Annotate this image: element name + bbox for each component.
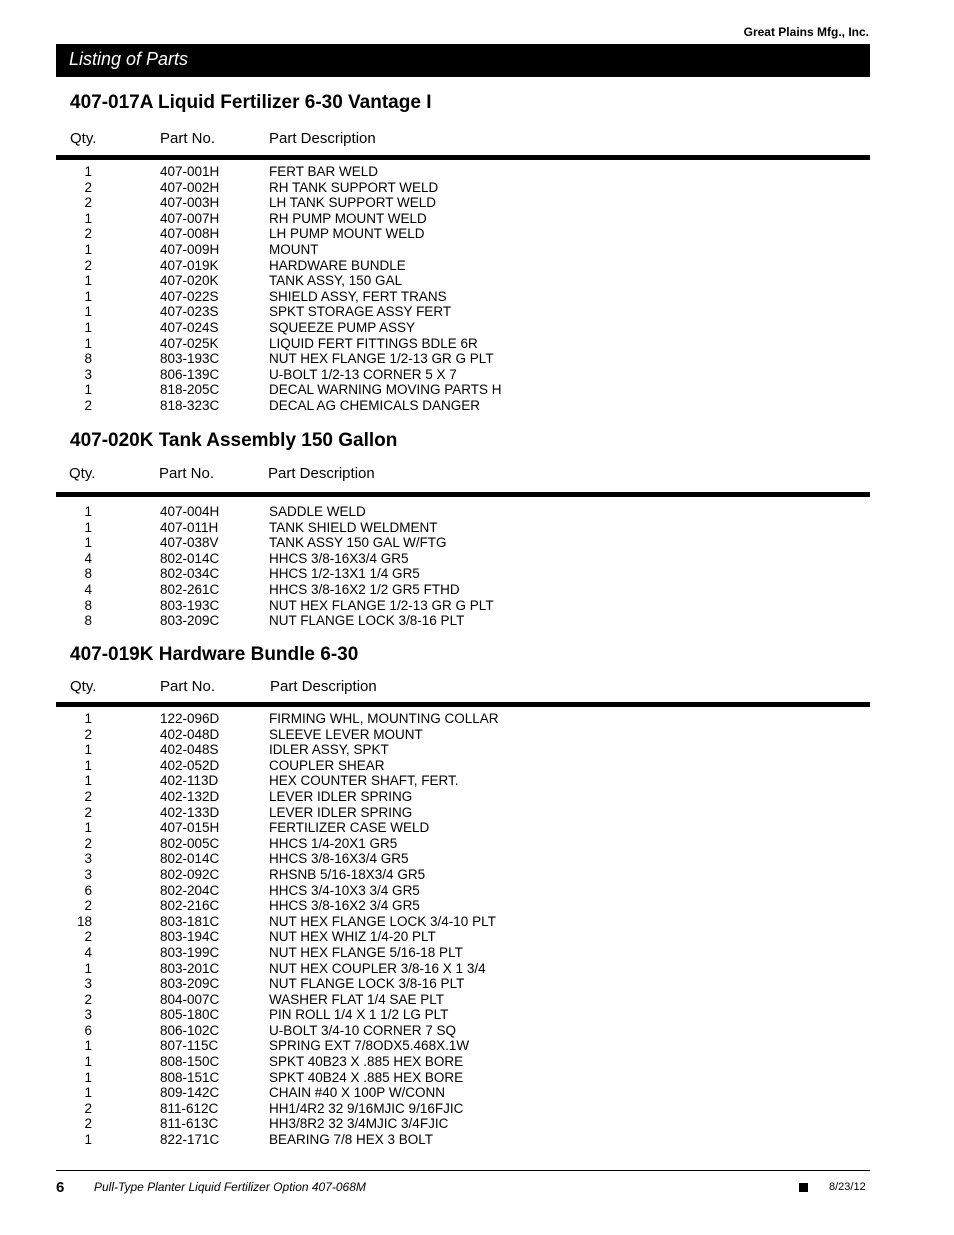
parts-list	[0, 164, 954, 414]
part-number-cell: 803-194C	[160, 929, 220, 945]
part-number-cell: 407-001H	[160, 164, 220, 179]
qty-cell: 1	[84, 504, 92, 519]
column-header-description: Part Description	[270, 678, 377, 695]
description-cell: LEVER IDLER SPRING	[269, 788, 413, 804]
table-row	[0, 945, 954, 961]
column-header-qty: Qty.	[70, 130, 97, 147]
part-number-cell: 407-022S	[160, 288, 219, 304]
table-row	[0, 504, 954, 520]
description-cell: FERT BAR WELD	[269, 164, 379, 179]
part-number-cell: 805-180C	[160, 1007, 220, 1023]
part-number-cell: 402-048S	[160, 742, 219, 758]
table-row	[0, 566, 954, 582]
qty-cell: 8	[84, 351, 92, 367]
qty-cell: 1	[84, 382, 92, 398]
qty-cell: 3	[84, 366, 92, 382]
qty-cell: 3	[84, 866, 92, 882]
description-cell: DECAL AG CHEMICALS DANGER	[269, 397, 481, 413]
qty-cell: 1	[84, 711, 92, 726]
part-number-cell: 808-151C	[160, 1069, 220, 1085]
part-number-cell: 809-142C	[160, 1085, 220, 1101]
description-cell: SPKT 40B24 X .885 HEX BORE	[269, 1069, 464, 1085]
table-row	[0, 382, 954, 398]
footer-rule	[56, 1170, 870, 1171]
description-cell: LH TANK SUPPORT WELD	[269, 195, 437, 211]
qty-cell: 1	[84, 1054, 92, 1070]
table-row	[0, 773, 954, 789]
qty-cell: 1	[84, 757, 92, 773]
table-row	[0, 273, 954, 289]
part-number-cell: 407-003H	[160, 195, 220, 211]
part-number-cell: 806-139C	[160, 366, 220, 382]
description-cell: SPRING EXT 7/8ODX5.468X.1W	[269, 1038, 470, 1054]
part-number-cell: 803-193C	[160, 597, 220, 613]
description-cell: SPKT STORAGE ASSY FERT	[269, 304, 452, 320]
description-cell: RH TANK SUPPORT WELD	[269, 179, 439, 195]
part-number-cell: 802-034C	[160, 566, 220, 582]
qty-cell: 2	[84, 257, 92, 273]
part-number-cell: 407-024S	[160, 319, 219, 335]
table-row	[0, 258, 954, 274]
table-row	[0, 1116, 954, 1132]
parts-list	[0, 711, 954, 1148]
description-cell: NUT FLANGE LOCK 3/8-16 PLT	[269, 976, 465, 992]
table-row	[0, 742, 954, 758]
table-row	[0, 211, 954, 227]
description-cell: NUT HEX FLANGE 5/16-18 PLT	[269, 944, 463, 960]
section-title: 407-017A Liquid Fertilizer 6-30 Vantage I	[70, 92, 432, 113]
qty-cell: 1	[84, 773, 92, 789]
description-cell: HHCS 3/4-10X3 3/4 GR5	[269, 882, 420, 898]
qty-cell: 2	[84, 397, 92, 413]
part-number-cell: 407-007H	[160, 210, 220, 226]
description-cell: HH1/4R2 32 9/16MJIC 9/16FJIC	[269, 1100, 464, 1116]
description-cell: LH PUMP MOUNT WELD	[269, 226, 425, 242]
description-cell: SPKT 40B23 X .885 HEX BORE	[269, 1054, 464, 1070]
description-cell: WASHER FLAT 1/4 SAE PLT	[269, 991, 445, 1007]
parts-list	[0, 504, 954, 629]
part-number-cell: 407-011H	[160, 519, 219, 535]
qty-cell: 6	[84, 882, 92, 898]
description-cell: COUPLER SHEAR	[269, 757, 385, 773]
table-row	[0, 992, 954, 1008]
table-row	[0, 1101, 954, 1117]
part-number-cell: 407-009H	[160, 241, 220, 257]
table-row	[0, 613, 954, 629]
part-number-cell: 407-002H	[160, 179, 220, 195]
qty-cell: 4	[84, 581, 92, 597]
description-cell: NUT HEX FLANGE 1/2-13 GR G PLT	[269, 351, 494, 367]
qty-cell: 1	[84, 304, 92, 320]
column-header-part-no: Part No.	[160, 130, 216, 147]
part-number-cell: 402-132D	[160, 788, 220, 804]
description-cell: HHCS 1/4-20X1 GR5	[269, 835, 398, 851]
qty-cell: 18	[76, 913, 92, 929]
qty-cell: 4	[84, 944, 92, 960]
description-cell: HARDWARE BUNDLE	[269, 257, 406, 273]
table-row	[0, 1038, 954, 1054]
company-name: Great Plains Mfg., Inc.	[743, 25, 869, 39]
revision-date: 8/23/12	[829, 1181, 866, 1193]
qty-cell: 1	[84, 1085, 92, 1101]
qty-cell: 8	[84, 597, 92, 613]
description-cell: NUT FLANGE LOCK 3/8-16 PLT	[269, 613, 465, 629]
part-number-cell: 407-023S	[160, 304, 219, 320]
qty-cell: 1	[84, 1132, 92, 1148]
part-number-cell: 808-150C	[160, 1054, 220, 1070]
description-cell: NUT HEX FLANGE LOCK 3/4-10 PLT	[269, 913, 496, 929]
qty-cell: 1	[84, 241, 92, 257]
qty-cell: 2	[84, 929, 92, 945]
description-cell: FERTILIZER CASE WELD	[269, 820, 430, 836]
description-cell: HHCS 3/8-16X3/4 GR5	[269, 851, 409, 867]
qty-cell: 1	[84, 273, 92, 289]
description-cell: RH PUMP MOUNT WELD	[269, 210, 427, 226]
part-number-cell: 402-048D	[160, 726, 220, 742]
description-cell: NUT HEX WHIZ 1/4-20 PLT	[269, 929, 436, 945]
qty-cell: 2	[84, 788, 92, 804]
table-row	[0, 1023, 954, 1039]
part-number-cell: 811-612C	[160, 1100, 219, 1116]
description-cell: CHAIN #40 X 100P W/CONN	[269, 1085, 446, 1101]
table-row	[0, 164, 954, 180]
part-number-cell: 802-216C	[160, 898, 220, 914]
table-row	[0, 336, 954, 352]
qty-cell: 1	[84, 1038, 92, 1054]
part-number-cell: 402-052D	[160, 757, 220, 773]
description-cell: BEARING 7/8 HEX 3 BOLT	[269, 1132, 434, 1148]
section-title: 407-020K Tank Assembly 150 Gallon	[70, 430, 398, 451]
part-number-cell: 804-007C	[160, 991, 220, 1007]
part-number-cell: 806-102C	[160, 1022, 220, 1038]
qty-cell: 2	[84, 804, 92, 820]
part-number-cell: 407-015H	[160, 820, 220, 836]
header-rule	[56, 155, 870, 160]
part-number-cell: 407-038V	[160, 535, 219, 551]
qty-cell: 2	[84, 1100, 92, 1116]
table-row	[0, 758, 954, 774]
column-header-description: Part Description	[268, 465, 375, 482]
description-cell: PIN ROLL 1/4 X 1 1/2 LG PLT	[269, 1007, 449, 1023]
table-row	[0, 1085, 954, 1101]
header-rule	[56, 702, 870, 707]
table-row	[0, 289, 954, 305]
qty-cell: 1	[84, 288, 92, 304]
part-number-cell: 818-205C	[160, 382, 220, 398]
table-row	[0, 180, 954, 196]
table-row	[0, 883, 954, 899]
description-cell: HHCS 3/8-16X2 1/2 GR5 FTHD	[269, 581, 460, 597]
description-cell: HEX COUNTER SHAFT, FERT.	[269, 773, 459, 789]
part-number-cell: 803-199C	[160, 944, 220, 960]
table-row	[0, 1007, 954, 1023]
part-number-cell: 802-204C	[160, 882, 220, 898]
table-row	[0, 976, 954, 992]
description-cell: NUT HEX FLANGE 1/2-13 GR G PLT	[269, 597, 494, 613]
part-number-cell: 407-020K	[160, 273, 219, 289]
table-row	[0, 367, 954, 383]
description-cell: DECAL WARNING MOVING PARTS H	[269, 382, 502, 398]
description-cell: U-BOLT 3/4-10 CORNER 7 SQ	[269, 1022, 457, 1038]
part-number-cell: 402-113D	[160, 773, 219, 789]
table-row	[0, 867, 954, 883]
qty-cell: 1	[84, 210, 92, 226]
table-row	[0, 929, 954, 945]
table-row	[0, 535, 954, 551]
part-number-cell: 407-008H	[160, 226, 220, 242]
part-number-cell: 122-096D	[160, 711, 220, 726]
description-cell: HHCS 3/8-16X3/4 GR5	[269, 550, 409, 566]
table-row	[0, 961, 954, 977]
qty-cell: 3	[84, 1007, 92, 1023]
qty-cell: 2	[84, 1116, 92, 1132]
table-row	[0, 851, 954, 867]
part-number-cell: 402-133D	[160, 804, 220, 820]
table-row	[0, 598, 954, 614]
qty-cell: 2	[84, 726, 92, 742]
qty-cell: 3	[84, 851, 92, 867]
table-row	[0, 1132, 954, 1148]
description-cell: HHCS 1/2-13X1 1/4 GR5	[269, 566, 420, 582]
qty-cell: 2	[84, 226, 92, 242]
table-row	[0, 398, 954, 414]
qty-cell: 1	[84, 820, 92, 836]
part-number-cell: 407-025K	[160, 335, 219, 351]
qty-cell: 1	[84, 319, 92, 335]
table-row	[0, 914, 954, 930]
part-number-cell: 822-171C	[160, 1132, 220, 1148]
table-row	[0, 711, 954, 727]
description-cell: RHSNB 5/16-18X3/4 GR5	[269, 866, 426, 882]
description-cell: NUT HEX COUPLER 3/8-16 X 1 3/4	[269, 960, 486, 976]
table-row	[0, 789, 954, 805]
qty-cell: 8	[84, 566, 92, 582]
part-number-cell: 407-019K	[160, 257, 219, 273]
part-number-cell: 803-209C	[160, 613, 220, 629]
description-cell: LEVER IDLER SPRING	[269, 804, 413, 820]
square-bullet-icon	[799, 1183, 808, 1192]
description-cell: MOUNT	[269, 241, 319, 257]
table-row	[0, 551, 954, 567]
table-row	[0, 727, 954, 743]
qty-cell: 1	[84, 535, 92, 551]
description-cell: TANK ASSY, 150 GAL	[269, 273, 403, 289]
table-row	[0, 195, 954, 211]
part-number-cell: 807-115C	[160, 1038, 219, 1054]
document-title: Pull-Type Planter Liquid Fertilizer Option 407-068M	[94, 1180, 366, 1194]
column-header-qty: Qty.	[69, 465, 96, 482]
column-header-description: Part Description	[269, 130, 376, 147]
qty-cell: 1	[84, 1069, 92, 1085]
column-header-part-no: Part No.	[159, 465, 215, 482]
table-row	[0, 1070, 954, 1086]
part-number-cell: 802-261C	[160, 581, 220, 597]
qty-cell: 8	[84, 613, 92, 629]
table-row	[0, 226, 954, 242]
qty-cell: 1	[84, 164, 92, 179]
description-cell: IDLER ASSY, SPKT	[269, 742, 389, 758]
part-number-cell: 407-004H	[160, 504, 220, 519]
qty-cell: 1	[84, 335, 92, 351]
qty-cell: 2	[84, 898, 92, 914]
description-cell: TANK SHIELD WELDMENT	[269, 519, 438, 535]
description-cell: SADDLE WELD	[269, 504, 366, 519]
table-row	[0, 1054, 954, 1070]
qty-cell: 3	[84, 976, 92, 992]
description-cell: FIRMING WHL, MOUNTING COLLAR	[269, 711, 499, 726]
part-number-cell: 802-092C	[160, 866, 220, 882]
part-number-cell: 803-209C	[160, 976, 220, 992]
part-number-cell: 803-193C	[160, 351, 220, 367]
description-cell: SQUEEZE PUMP ASSY	[269, 319, 416, 335]
description-cell: HHCS 3/8-16X2 3/4 GR5	[269, 898, 420, 914]
table-row	[0, 805, 954, 821]
part-number-cell: 803-201C	[160, 960, 220, 976]
description-cell: SHIELD ASSY, FERT TRANS	[269, 288, 447, 304]
table-row	[0, 320, 954, 336]
section-banner	[56, 44, 870, 77]
description-cell: LIQUID FERT FITTINGS BDLE 6R	[269, 335, 478, 351]
table-row	[0, 304, 954, 320]
qty-cell: 2	[84, 179, 92, 195]
description-cell: TANK ASSY 150 GAL W/FTG	[269, 535, 447, 551]
table-row	[0, 582, 954, 598]
description-cell: HH3/8R2 32 3/4MJIC 3/4FJIC	[269, 1116, 449, 1132]
part-number-cell: 802-014C	[160, 550, 220, 566]
page-number: 6	[56, 1179, 65, 1196]
table-row	[0, 351, 954, 367]
banner-title: Listing of Parts	[69, 49, 189, 69]
qty-cell: 6	[84, 1022, 92, 1038]
description-cell: U-BOLT 1/2-13 CORNER 5 X 7	[269, 366, 457, 382]
part-number-cell: 811-613C	[160, 1116, 219, 1132]
section-title: 407-019K Hardware Bundle 6-30	[70, 644, 359, 665]
column-header-qty: Qty.	[70, 678, 97, 695]
qty-cell: 1	[84, 742, 92, 758]
qty-cell: 2	[84, 991, 92, 1007]
part-number-cell: 818-323C	[160, 397, 220, 413]
qty-cell: 1	[84, 960, 92, 976]
table-row	[0, 242, 954, 258]
part-number-cell: 803-181C	[160, 913, 220, 929]
table-row	[0, 820, 954, 836]
qty-cell: 4	[84, 550, 92, 566]
table-row	[0, 520, 954, 536]
part-number-cell: 802-005C	[160, 835, 220, 851]
qty-cell: 1	[84, 519, 92, 535]
column-header-part-no: Part No.	[160, 678, 216, 695]
description-cell: SLEEVE LEVER MOUNT	[269, 726, 423, 742]
qty-cell: 2	[84, 835, 92, 851]
header-rule	[56, 492, 870, 497]
table-row	[0, 898, 954, 914]
table-row	[0, 836, 954, 852]
qty-cell: 2	[84, 195, 92, 211]
part-number-cell: 802-014C	[160, 851, 220, 867]
